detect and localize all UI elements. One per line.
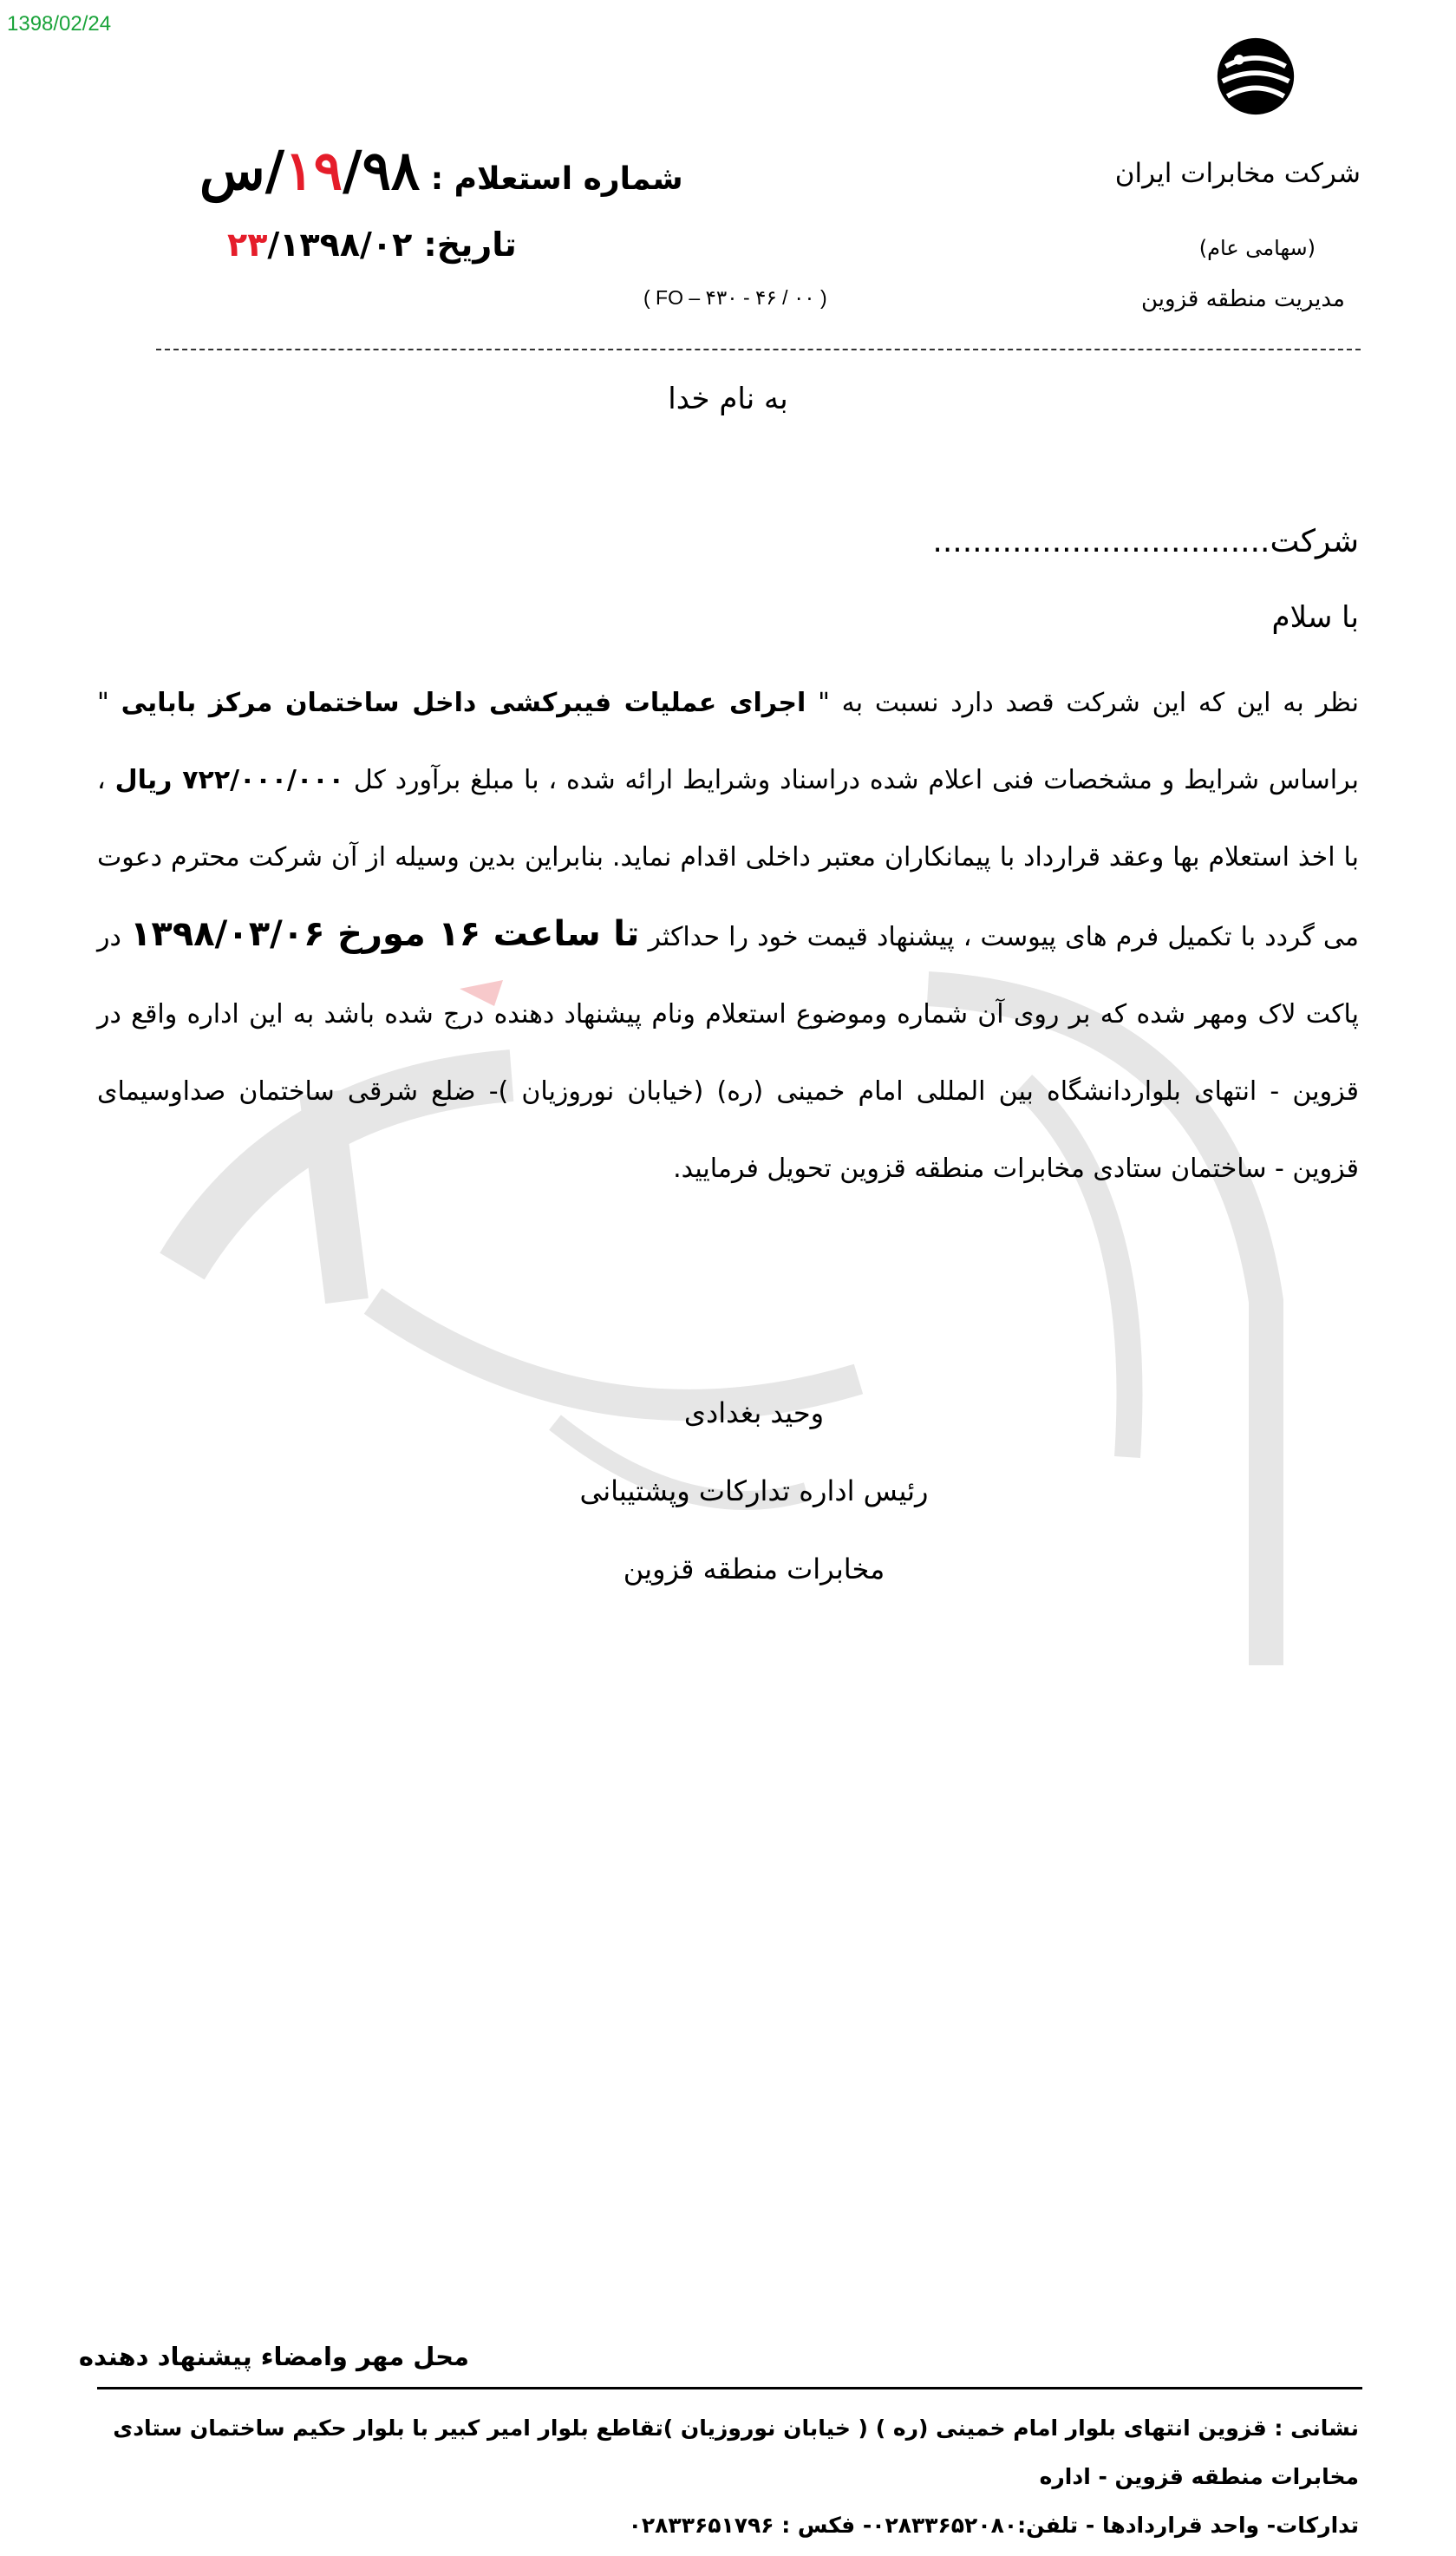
inquiry-number-red: ۱۹ xyxy=(284,139,343,202)
letter-body xyxy=(97,664,1359,1207)
body-intro: نظر به این که این شرکت قصد دارد نسبت به " xyxy=(818,688,1359,718)
inquiry-number-rest: /۹۸/س xyxy=(199,139,421,202)
footer-line-2: تدارکات- واحد قراردادها - تلفن:۰۲۸۳۳۶۵۲۰۸۰- فکس : ۰۲۸۳۳۶۵۱۷۹۶ xyxy=(628,2513,1359,2538)
footer-divider xyxy=(97,2387,1362,2389)
estimated-amount: ۷۲۲/۰۰۰/۰۰۰ ریال xyxy=(114,765,344,795)
form-code: ( FO – ۴۳۰ - ۴۶ / ۰۰ ) xyxy=(643,286,827,309)
basmala: به نام خدا xyxy=(668,382,788,416)
footer-address xyxy=(94,2404,1359,2550)
org-department: مدیریت منطقه قزوین xyxy=(1140,286,1345,312)
org-type: (سهامی عام) xyxy=(1198,236,1316,260)
signatory-org: مخابرات منطقه قزوین xyxy=(623,1553,885,1585)
date-label: تاریخ: xyxy=(423,226,517,264)
receipt-date-stamp: 1398/02/24 xyxy=(7,12,112,36)
header-divider xyxy=(156,349,1361,350)
org-name: شرکت مخابرات ایران xyxy=(1114,158,1361,189)
footer-line-1: نشانی : قزوین انتهای بلوار امام خمینی (ره ) ( خیابان نوروزیان )تقاطع بلوار امیر کبیر با بلوار حکیم ساختمان ستادی مخابرات منطقه قزوین - اداره xyxy=(113,2415,1359,2489)
body-conditions: " براساس شرایط و مشخصات فنی اعلام شده دراسناد وشرایط ارائه شده ، با مبلغ برآورد کل xyxy=(97,688,1359,795)
project-title: اجرای عملیات فیبرکشی داخل ساختمان مرکز بابایی xyxy=(121,688,806,718)
date-day-red: ۲۳ xyxy=(227,226,268,264)
recipient-company: شرکت.................................. xyxy=(932,524,1359,559)
signatory-title: رئیس اداره تدارکات وپشتیبانی xyxy=(579,1474,929,1507)
letter-date xyxy=(227,226,517,264)
body-invitation: ، با اخذ استعلام بها وعقد قرارداد با پیمانکاران معتبر داخلی اقدام نماید. بنابراین بدین وسیله از آن شرکت محترم دعوت می گردد با تکمیل فرم های پیوست ، پیشنهاد قیمت خود را حداکثر xyxy=(97,765,1359,952)
body-delivery: در پاکت لاک ومهر شده که بر روی آن شماره وموضوع استعلام ونام پیشنهاد دهنده درج شده باشد به این اداره واقع در قزوین - انتهای بلواردانشگاه بین المللی امام خمینی (ره) (خیابان نوروزیان )- ضلع شرقی ساختمان صداوسیمای قزوین - ساختمان ستادی مخابرات منطقه قزوین تحویل فرمایید. xyxy=(97,922,1359,1184)
telecom-logo-icon xyxy=(1214,35,1297,118)
greeting: با سلام xyxy=(1271,600,1359,635)
date-rest: /۱۳۹۸/۰۲ xyxy=(267,226,413,264)
signatory-name: وحید بغدادی xyxy=(683,1396,825,1429)
bidder-seal-label: محل مهر وامضاء پیشنهاد دهنده xyxy=(78,2342,469,2371)
inquiry-label: شماره استعلام : xyxy=(430,161,683,197)
inquiry-number xyxy=(199,139,683,202)
submission-deadline: تا ساعت ۱۶ مورخ ۱۳۹۸/۰۳/۰۶ xyxy=(130,914,640,954)
